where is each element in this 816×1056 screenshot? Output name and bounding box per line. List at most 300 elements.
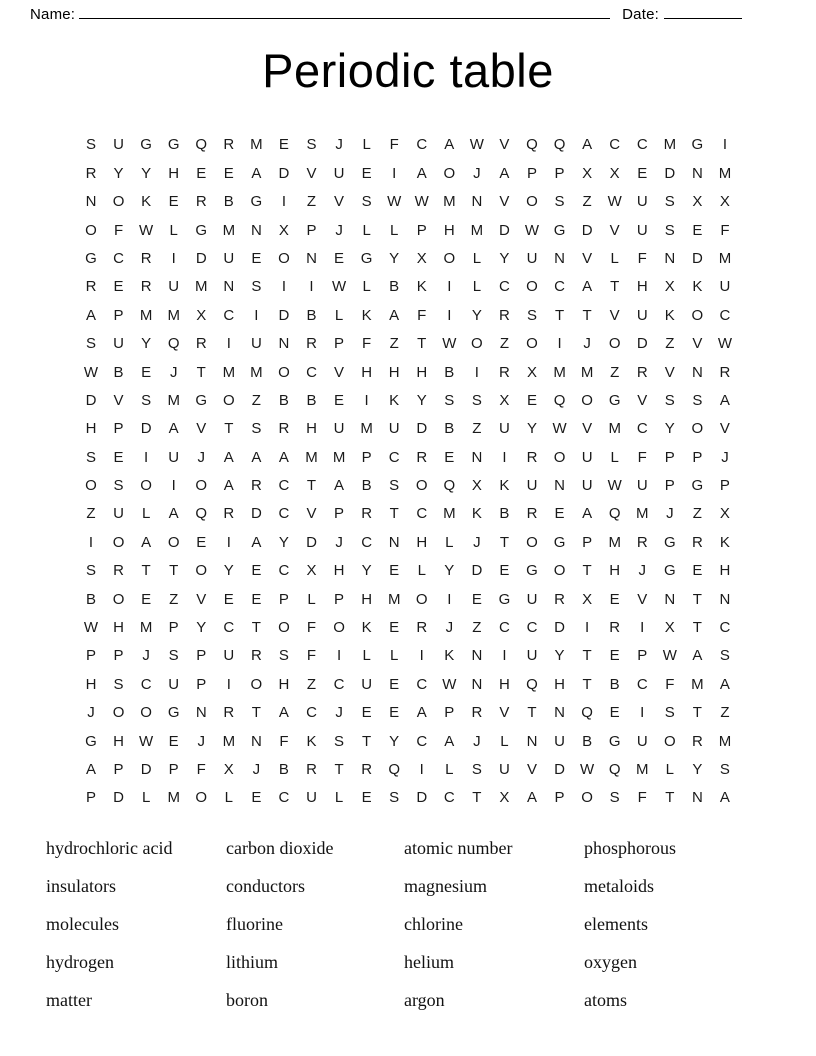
grid-cell[interactable]: Y — [389, 732, 400, 750]
grid-cell[interactable]: X — [719, 193, 730, 211]
grid-cell[interactable]: S — [361, 193, 372, 211]
grid-cell[interactable]: H — [113, 619, 124, 637]
grid-cell[interactable]: B — [499, 505, 510, 523]
grid-cell[interactable]: G — [360, 249, 373, 267]
grid-cell[interactable]: O — [526, 278, 538, 296]
grid-cell[interactable]: D — [691, 249, 703, 267]
grid-cell[interactable]: N — [691, 789, 703, 807]
grid-cell[interactable]: L — [472, 249, 482, 267]
grid-cell[interactable]: T — [472, 789, 482, 807]
grid-cell[interactable]: O — [663, 732, 676, 750]
grid-cell[interactable]: O — [443, 164, 456, 182]
grid-cell[interactable]: C — [306, 363, 317, 381]
grid-cell[interactable]: A — [334, 477, 345, 495]
grid-cell[interactable]: R — [636, 533, 648, 551]
grid-cell[interactable]: W — [662, 647, 677, 665]
grid-cell[interactable]: A — [251, 448, 262, 466]
grid-cell[interactable]: O — [195, 477, 208, 495]
grid-cell[interactable]: U — [636, 477, 648, 495]
grid-cell[interactable]: A — [85, 760, 96, 778]
grid-cell[interactable]: H — [361, 363, 373, 381]
grid-cell[interactable]: X — [664, 619, 675, 637]
grid-cell[interactable]: S — [251, 420, 262, 438]
grid-cell[interactable]: I — [557, 335, 562, 353]
grid-cell[interactable]: C — [416, 136, 428, 154]
grid-cell[interactable]: W — [607, 477, 622, 495]
grid-cell[interactable]: O — [443, 249, 456, 267]
grid-cell[interactable]: C — [113, 249, 124, 267]
grid-cell[interactable]: R — [416, 448, 428, 466]
grid-cell[interactable]: T — [306, 477, 317, 495]
grid-cell[interactable]: H — [85, 675, 97, 693]
grid-cell[interactable]: C — [278, 789, 290, 807]
grid-cell[interactable]: E — [141, 363, 152, 381]
grid-cell[interactable]: S — [664, 704, 675, 722]
grid-cell[interactable]: E — [389, 562, 400, 580]
grid-cell[interactable]: D — [554, 760, 565, 778]
grid-cell[interactable]: N — [471, 193, 483, 211]
grid-cell[interactable]: O — [140, 704, 152, 722]
grid-cell[interactable]: V — [526, 760, 537, 778]
grid-cell[interactable]: C — [140, 675, 152, 693]
grid-cell[interactable]: I — [474, 363, 479, 381]
grid-cell[interactable]: P — [196, 675, 207, 693]
grid-cell[interactable]: L — [141, 789, 151, 807]
word-list-item[interactable]: fluorine — [226, 914, 283, 935]
grid-cell[interactable]: G — [691, 477, 704, 495]
grid-cell[interactable]: U — [113, 335, 124, 353]
grid-cell[interactable]: A — [719, 789, 730, 807]
grid-cell[interactable]: V — [582, 249, 593, 267]
grid-cell[interactable]: I — [254, 306, 259, 324]
grid-cell[interactable]: S — [113, 675, 124, 693]
grid-cell[interactable]: J — [335, 221, 343, 239]
grid-cell[interactable]: P — [196, 647, 207, 665]
grid-cell[interactable]: L — [445, 760, 454, 778]
grid-cell[interactable]: U — [636, 221, 648, 239]
grid-cell[interactable]: T — [554, 306, 565, 324]
grid-cell[interactable]: T — [582, 647, 592, 665]
grid-cell[interactable]: R — [554, 590, 565, 608]
grid-cell[interactable]: E — [113, 448, 124, 466]
grid-cell[interactable]: S — [692, 391, 703, 409]
grid-cell[interactable]: Q — [195, 505, 208, 523]
grid-cell[interactable]: L — [224, 789, 233, 807]
word-list-item[interactable]: metaloids — [584, 876, 654, 897]
grid-cell[interactable]: E — [196, 533, 207, 551]
grid-cell[interactable]: B — [278, 391, 289, 409]
grid-cell[interactable]: D — [113, 789, 124, 807]
grid-cell[interactable]: Q — [388, 760, 401, 778]
word-list-item[interactable]: conductors — [226, 876, 305, 897]
grid-cell[interactable]: J — [87, 704, 95, 722]
grid-cell[interactable]: N — [306, 249, 317, 267]
grid-cell[interactable]: E — [389, 619, 400, 637]
grid-cell[interactable]: X — [416, 249, 427, 267]
grid-cell[interactable]: N — [250, 221, 262, 239]
grid-cell[interactable]: T — [389, 505, 399, 523]
grid-cell[interactable]: O — [415, 590, 428, 608]
grid-cell[interactable]: M — [222, 221, 236, 239]
grid-cell[interactable]: F — [196, 760, 206, 778]
grid-cell[interactable]: Z — [251, 391, 261, 409]
grid-cell[interactable]: Z — [306, 193, 317, 211]
grid-cell[interactable]: F — [306, 647, 317, 665]
grid-cell[interactable]: G — [140, 136, 152, 154]
grid-cell[interactable]: K — [471, 505, 482, 523]
grid-cell[interactable]: A — [251, 164, 262, 182]
grid-cell[interactable]: J — [335, 136, 343, 154]
grid-cell[interactable]: E — [223, 590, 234, 608]
grid-cell[interactable]: M — [470, 221, 484, 239]
grid-cell[interactable]: M — [718, 249, 732, 267]
grid-cell[interactable]: Z — [86, 505, 96, 523]
grid-cell[interactable]: Y — [526, 420, 537, 438]
word-list-item[interactable]: insulators — [46, 876, 116, 897]
grid-cell[interactable]: R — [195, 193, 207, 211]
grid-cell[interactable]: O — [85, 221, 97, 239]
grid-cell[interactable]: A — [582, 136, 593, 154]
grid-cell[interactable]: K — [664, 306, 675, 324]
date-write-line[interactable] — [664, 17, 742, 19]
grid-cell[interactable]: V — [306, 164, 317, 182]
grid-cell[interactable]: U — [306, 789, 317, 807]
grid-cell[interactable]: X — [499, 789, 510, 807]
grid-cell[interactable]: R — [636, 363, 648, 381]
grid-cell[interactable]: W — [331, 278, 347, 296]
grid-cell[interactable]: U — [636, 732, 648, 750]
grid-cell[interactable]: C — [719, 619, 731, 637]
grid-cell[interactable]: Q — [553, 136, 566, 154]
grid-cell[interactable]: O — [250, 675, 263, 693]
grid-cell[interactable]: F — [637, 249, 647, 267]
grid-cell[interactable]: L — [500, 732, 509, 750]
grid-cell[interactable]: B — [278, 760, 289, 778]
grid-cell[interactable]: C — [223, 619, 235, 637]
grid-cell[interactable]: R — [526, 448, 538, 466]
grid-cell[interactable]: J — [197, 732, 205, 750]
grid-cell[interactable]: O — [140, 477, 152, 495]
grid-cell[interactable]: O — [691, 420, 704, 438]
grid-cell[interactable]: K — [719, 533, 730, 551]
grid-cell[interactable]: W — [83, 363, 99, 381]
grid-cell[interactable]: K — [141, 193, 152, 211]
grid-cell[interactable]: B — [113, 363, 124, 381]
grid-cell[interactable]: A — [168, 420, 179, 438]
grid-cell[interactable]: P — [113, 760, 124, 778]
grid-cell[interactable]: T — [692, 704, 702, 722]
grid-cell[interactable]: J — [638, 562, 646, 580]
grid-cell[interactable]: I — [419, 760, 424, 778]
grid-cell[interactable]: T — [582, 562, 592, 580]
grid-cell[interactable]: X — [692, 193, 703, 211]
grid-cell[interactable]: R — [223, 505, 235, 523]
grid-cell[interactable]: U — [168, 278, 180, 296]
grid-cell[interactable]: X — [223, 760, 234, 778]
grid-cell[interactable]: J — [335, 533, 343, 551]
grid-cell[interactable]: E — [168, 732, 179, 750]
grid-cell[interactable]: I — [88, 533, 94, 551]
grid-cell[interactable]: N — [664, 590, 676, 608]
grid-cell[interactable]: I — [226, 675, 231, 693]
grid-cell[interactable]: Z — [472, 619, 482, 637]
grid-cell[interactable]: O — [278, 363, 290, 381]
grid-cell[interactable]: U — [554, 732, 565, 750]
grid-cell[interactable]: D — [195, 249, 207, 267]
grid-cell[interactable]: Y — [196, 619, 207, 637]
grid-cell[interactable]: U — [636, 193, 648, 211]
grid-cell[interactable]: K — [361, 306, 372, 324]
grid-cell[interactable]: O — [112, 590, 125, 608]
grid-cell[interactable]: K — [361, 619, 372, 637]
word-list-item[interactable]: atomic number — [404, 838, 513, 859]
grid-cell[interactable]: M — [636, 505, 649, 523]
grid-cell[interactable]: U — [526, 249, 538, 267]
grid-cell[interactable]: J — [583, 335, 591, 353]
word-list-item[interactable]: molecules — [46, 914, 119, 935]
grid-cell[interactable]: L — [362, 136, 371, 154]
grid-cell[interactable]: L — [390, 647, 399, 665]
grid-cell[interactable]: I — [144, 448, 149, 466]
grid-cell[interactable]: S — [664, 221, 675, 239]
grid-cell[interactable]: Q — [608, 505, 621, 523]
grid-cell[interactable]: P — [85, 647, 96, 665]
grid-cell[interactable]: Q — [608, 760, 621, 778]
grid-cell[interactable]: H — [443, 221, 455, 239]
grid-cell[interactable]: Y — [444, 562, 455, 580]
grid-cell[interactable]: T — [251, 619, 261, 637]
grid-cell[interactable]: C — [554, 278, 565, 296]
grid-cell[interactable]: C — [306, 704, 317, 722]
grid-cell[interactable]: J — [473, 533, 481, 551]
grid-cell[interactable]: L — [610, 448, 619, 466]
grid-cell[interactable]: H — [554, 675, 565, 693]
grid-cell[interactable]: O — [222, 391, 235, 409]
grid-cell[interactable]: F — [279, 732, 289, 750]
grid-cell[interactable]: K — [692, 278, 703, 296]
grid-cell[interactable]: B — [85, 590, 96, 608]
grid-cell[interactable]: U — [250, 335, 262, 353]
grid-cell[interactable]: D — [85, 391, 97, 409]
grid-cell[interactable]: M — [608, 533, 621, 551]
grid-cell[interactable]: T — [665, 789, 675, 807]
grid-cell[interactable]: I — [392, 164, 397, 182]
grid-cell[interactable]: W — [524, 221, 540, 239]
grid-cell[interactable]: T — [334, 760, 344, 778]
grid-cell[interactable]: N — [471, 647, 483, 665]
grid-cell[interactable]: C — [443, 789, 455, 807]
grid-cell[interactable]: L — [390, 221, 399, 239]
grid-cell[interactable]: D — [250, 505, 262, 523]
grid-cell[interactable]: O — [581, 789, 593, 807]
grid-cell[interactable]: V — [637, 590, 648, 608]
grid-cell[interactable]: Y — [223, 562, 234, 580]
grid-cell[interactable]: T — [169, 562, 179, 580]
grid-cell[interactable]: P — [278, 590, 289, 608]
grid-cell[interactable]: U — [526, 590, 538, 608]
grid-cell[interactable]: M — [305, 448, 318, 466]
grid-cell[interactable]: P — [444, 704, 455, 722]
grid-cell[interactable]: T — [582, 306, 592, 324]
grid-cell[interactable]: L — [334, 789, 344, 807]
grid-cell[interactable]: M — [387, 590, 401, 608]
grid-cell[interactable]: F — [306, 619, 317, 637]
grid-cell[interactable]: A — [168, 505, 179, 523]
grid-cell[interactable]: J — [197, 448, 205, 466]
grid-cell[interactable]: R — [306, 760, 317, 778]
grid-cell[interactable]: R — [140, 249, 152, 267]
grid-cell[interactable]: C — [278, 477, 290, 495]
grid-cell[interactable]: E — [444, 448, 455, 466]
grid-cell[interactable]: D — [471, 562, 483, 580]
grid-cell[interactable]: B — [306, 391, 317, 409]
grid-cell[interactable]: R — [250, 477, 262, 495]
grid-cell[interactable]: R — [223, 704, 235, 722]
grid-cell[interactable]: P — [168, 760, 179, 778]
grid-cell[interactable]: C — [416, 732, 428, 750]
grid-cell[interactable]: U — [113, 505, 124, 523]
grid-cell[interactable]: H — [361, 590, 373, 608]
grid-cell[interactable]: A — [719, 391, 730, 409]
grid-cell[interactable]: A — [85, 306, 96, 324]
grid-cell[interactable]: Q — [526, 675, 538, 693]
grid-cell[interactable]: O — [526, 193, 538, 211]
grid-cell[interactable]: W — [83, 619, 99, 637]
grid-cell[interactable]: T — [251, 704, 261, 722]
grid-cell[interactable]: H — [168, 164, 180, 182]
grid-cell[interactable]: V — [637, 391, 648, 409]
grid-cell[interactable]: R — [361, 505, 373, 523]
grid-cell[interactable]: G — [608, 391, 621, 409]
grid-cell[interactable]: G — [553, 221, 566, 239]
grid-cell[interactable]: A — [444, 136, 455, 154]
grid-cell[interactable]: D — [278, 164, 290, 182]
grid-cell[interactable]: E — [389, 675, 400, 693]
grid-cell[interactable]: Y — [471, 306, 482, 324]
grid-cell[interactable]: W — [469, 136, 484, 154]
grid-cell[interactable]: D — [306, 533, 317, 551]
grid-cell[interactable]: N — [278, 335, 290, 353]
grid-cell[interactable]: H — [306, 420, 317, 438]
grid-cell[interactable]: X — [526, 363, 537, 381]
grid-cell[interactable]: A — [526, 789, 537, 807]
grid-cell[interactable]: O — [471, 335, 483, 353]
grid-cell[interactable]: D — [636, 335, 648, 353]
grid-cell[interactable]: R — [416, 619, 428, 637]
grid-cell[interactable]: V — [499, 704, 510, 722]
grid-cell[interactable]: R — [499, 306, 510, 324]
grid-cell[interactable]: K — [444, 647, 455, 665]
grid-cell[interactable]: E — [609, 704, 620, 722]
grid-cell[interactable]: M — [636, 760, 649, 778]
word-list-item[interactable]: magnesium — [404, 876, 487, 897]
grid-cell[interactable]: D — [278, 306, 290, 324]
grid-cell[interactable]: A — [416, 704, 427, 722]
grid-cell[interactable]: Q — [195, 136, 208, 154]
grid-cell[interactable]: I — [502, 647, 507, 665]
grid-cell[interactable]: K — [416, 278, 427, 296]
grid-cell[interactable]: T — [141, 562, 151, 580]
grid-cell[interactable]: I — [447, 278, 452, 296]
grid-cell[interactable]: S — [664, 391, 675, 409]
grid-cell[interactable]: T — [417, 335, 427, 353]
grid-cell[interactable]: P — [334, 590, 345, 608]
grid-cell[interactable]: U — [168, 448, 180, 466]
grid-cell[interactable]: X — [499, 391, 510, 409]
grid-cell[interactable]: I — [281, 278, 287, 296]
grid-cell[interactable]: R — [609, 619, 621, 637]
grid-cell[interactable]: K — [499, 477, 510, 495]
grid-cell[interactable]: O — [112, 193, 125, 211]
grid-cell[interactable]: A — [719, 675, 730, 693]
grid-cell[interactable]: C — [719, 306, 731, 324]
grid-cell[interactable]: Y — [278, 533, 289, 551]
grid-cell[interactable]: P — [554, 164, 565, 182]
grid-cell[interactable]: W — [552, 420, 567, 438]
grid-cell[interactable]: L — [169, 221, 178, 239]
grid-cell[interactable]: M — [360, 420, 373, 438]
grid-cell[interactable]: S — [85, 136, 96, 154]
grid-cell[interactable]: I — [502, 448, 507, 466]
grid-cell[interactable]: S — [141, 391, 152, 409]
grid-cell[interactable]: I — [336, 647, 342, 665]
grid-cell[interactable]: M — [167, 391, 180, 409]
grid-cell[interactable]: K — [389, 391, 400, 409]
grid-cell[interactable]: N — [554, 249, 565, 267]
grid-cell[interactable]: U — [333, 164, 345, 182]
grid-cell[interactable]: R — [526, 505, 538, 523]
grid-cell[interactable]: B — [444, 363, 455, 381]
grid-cell[interactable]: S — [719, 760, 730, 778]
grid-cell[interactable]: S — [251, 278, 262, 296]
grid-cell[interactable]: Q — [443, 477, 456, 495]
grid-cell[interactable]: S — [113, 477, 124, 495]
grid-cell[interactable]: C — [333, 675, 345, 693]
grid-cell[interactable]: S — [389, 789, 400, 807]
grid-cell[interactable]: N — [719, 590, 731, 608]
grid-cell[interactable]: E — [637, 164, 648, 182]
grid-cell[interactable]: A — [582, 278, 593, 296]
grid-cell[interactable]: K — [306, 732, 317, 750]
grid-cell[interactable]: Y — [361, 562, 372, 580]
grid-cell[interactable]: U — [333, 420, 345, 438]
grid-cell[interactable]: P — [526, 164, 537, 182]
grid-cell[interactable]: A — [141, 533, 152, 551]
grid-cell[interactable]: E — [251, 249, 262, 267]
word-list-item[interactable]: chlorine — [404, 914, 463, 935]
grid-cell[interactable]: A — [251, 533, 262, 551]
grid-cell[interactable]: G — [195, 221, 208, 239]
grid-cell[interactable]: M — [195, 278, 208, 296]
grid-cell[interactable]: W — [442, 675, 457, 693]
grid-cell[interactable]: V — [113, 391, 124, 409]
grid-cell[interactable]: I — [364, 391, 369, 409]
grid-cell[interactable]: I — [447, 590, 452, 608]
grid-cell[interactable]: J — [473, 164, 481, 182]
grid-cell[interactable]: Y — [113, 164, 124, 182]
grid-cell[interactable]: I — [585, 619, 590, 637]
grid-cell[interactable]: E — [389, 704, 400, 722]
grid-cell[interactable]: U — [526, 647, 538, 665]
grid-cell[interactable]: M — [443, 193, 456, 211]
grid-cell[interactable]: V — [719, 420, 730, 438]
grid-cell[interactable]: A — [223, 448, 234, 466]
grid-cell[interactable]: P — [554, 789, 565, 807]
grid-cell[interactable]: W — [139, 732, 154, 750]
grid-cell[interactable]: E — [223, 164, 234, 182]
grid-cell[interactable]: V — [582, 420, 593, 438]
grid-cell[interactable]: P — [168, 619, 179, 637]
